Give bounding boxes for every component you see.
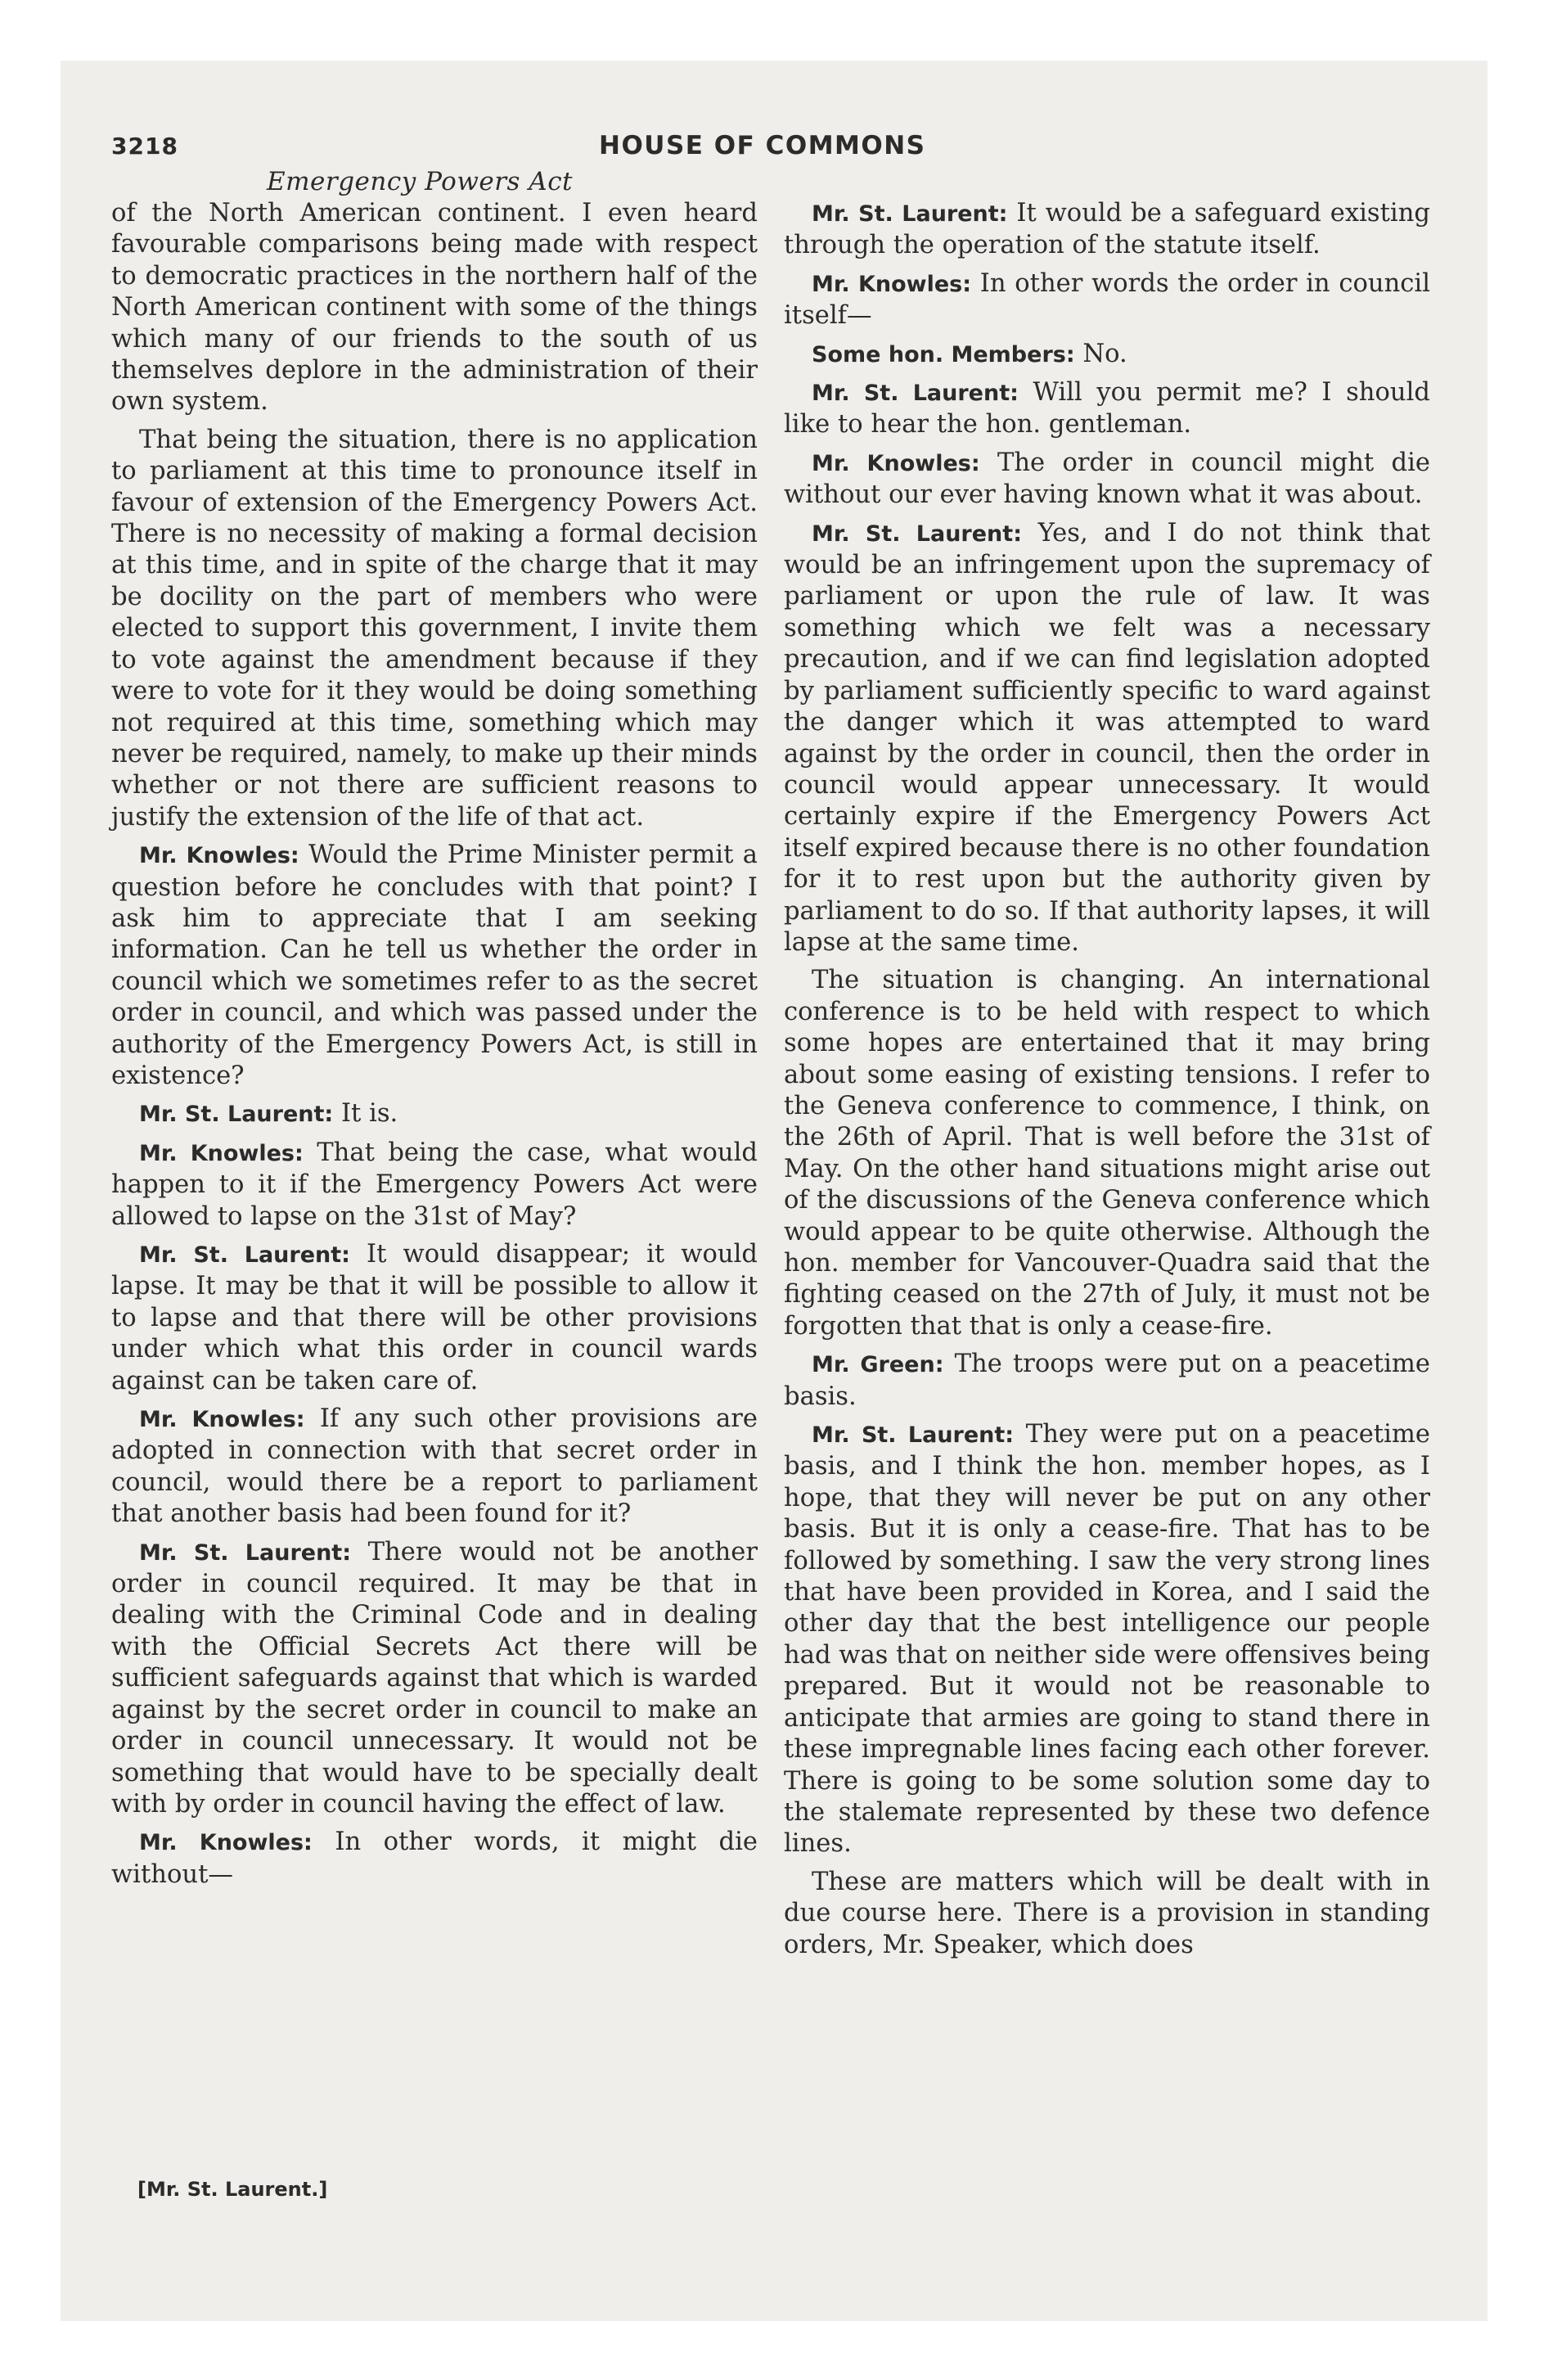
speech-paragraph xyxy=(784,1349,1430,1413)
speech-paragraph xyxy=(111,1537,758,1821)
speaker-name: Mr. St. Laurent: xyxy=(139,1102,334,1128)
paragraph-text: Will you permit me? I should like to hear the hon. gentleman. xyxy=(784,378,1430,439)
speaker-name: Mr. St. Laurent: xyxy=(139,1539,352,1566)
speech-paragraph xyxy=(111,840,758,1092)
speaker-name: Mr. Knowles: xyxy=(139,1407,305,1433)
speaker-name: Mr. St. Laurent: xyxy=(812,521,1022,547)
paragraph xyxy=(784,1867,1430,1961)
speech-paragraph xyxy=(111,1827,758,1891)
speaker-name: Mr. Knowles: xyxy=(812,271,972,297)
speech-paragraph xyxy=(784,339,1430,371)
paragraph-text: The order in council might die without our ever having known what it was about. xyxy=(784,448,1430,510)
paragraph-text: If any such other provisions are adopted in connection with that secret order in council, would there be a report to parliament that another basis had been found for it? xyxy=(111,1404,758,1529)
paragraph-text: Yes, and I do not think that would be an infringement upon the supremacy of parliament or upon the rule of law. It was something which we felt was a necessary precaution, and if we can find legislation adopted by parliament sufficiently specific to ward against the danger which it was attempted to ward against by the order in council, then the order in council would appear unnecessary. It would certainly expire if the Emergency Powers Act itself expired because there is no other foundation for it to rest upon but the authority given by parliament to do so. If that authority lapses, it will lapse at the same time. xyxy=(784,518,1430,957)
paragraph xyxy=(111,425,758,833)
paragraph-text: In other words the order in council itself— xyxy=(784,268,1430,331)
speaker-name: Mr. St. Laurent: xyxy=(812,1422,1015,1449)
speech-paragraph xyxy=(784,518,1430,959)
footer-speaker-note xyxy=(137,2177,327,2201)
paragraph-text: It would disappear; it would lapse. It may be that it will be possible to allow it to lapse and that there will be other provisions under which what this order in council wards against can be taken care of. xyxy=(111,1240,758,1395)
paragraph xyxy=(111,198,758,418)
paragraph-text: Would the Prime Minister permit a question before he concludes with that point? I ask him to appreciate that I am seeking information. Can he tell us whether the order in council which we sometimes refer to as the secret order in council, and which was passed under the authority of the Emergency Powers Act, is still in existence? xyxy=(111,841,758,1090)
paragraph-text: It is. xyxy=(340,1099,398,1129)
speech-paragraph xyxy=(111,1098,758,1130)
paragraph-text: There would not be another order in council required. It may be that in dealing with the Criminal Code and in dealing with the Official Secrets Act there will be sufficient safeguards against that which is warded against by the secret order in council to make an order in council unnecessary. It would not be something that would have to be specially dealt with by order in council having the effect of law. xyxy=(111,1537,758,1819)
paragraph-text: That being the situation, there is no application to parliament at this time to pronounce itself in favour of extension of the Emergency Powers Act. There is no necessity of making a formal decision at this time, and in spite of the charge that it may be docility on the part of members who were elected to support this government, I invite them to vote against the amendment because if they were to vote for it they would be doing something not required at this time, something which may never be required, namely, to make up their minds whether or not there are sufficient reasons to justify the extension of the life of that act. xyxy=(111,425,758,832)
left-column xyxy=(111,198,758,1897)
speech-paragraph xyxy=(111,1404,758,1530)
speech-paragraph xyxy=(111,1239,758,1397)
paragraph-text: It would be a safeguard existing through the operation of the statute itself. xyxy=(784,199,1430,260)
paragraph-text: of the North American continent. I even heard favourable comparisons being made with respect to democratic practices in the northern half of the North American continent with some of the things which many of our friends to the south of us themselves deplore in the administration of their own system. xyxy=(111,199,758,417)
speaker-name: Mr. St. Laurent: xyxy=(139,1242,350,1268)
speaker-name: Mr. St. Laurent: xyxy=(812,381,1019,407)
speaker-name: Mr. Knowles: xyxy=(139,1140,304,1166)
speech-paragraph xyxy=(784,448,1430,512)
hansard-page xyxy=(111,123,1437,2201)
paragraph-text: In other words, it might die without— xyxy=(111,1828,758,1889)
page-number: 3218 xyxy=(111,133,178,160)
paragraph-text: These are matters which will be dealt with in due course here. There is a provision in standing orders, Mr. Speaker, which does xyxy=(784,1867,1430,1959)
paragraph-text: The situation is changing. An international conference is to be held with respect to which some hopes are entertained that it may bring about some easing of existing tensions. I refer to the Geneva conference to commence, I think, on the 26th of April. That is well before the 31st of May. On the other hand situations might arise out of the discussions of the Geneva conference which would appear to be quite otherwise. Although the hon. member for Vancouver-Quadra said that the fighting ceased on the 27th of July, it must not be forgotten that that is only a cease-fire. xyxy=(784,966,1430,1341)
speaker-name: Mr. St. Laurent: xyxy=(812,201,1008,227)
speaker-name: Mr. Knowles: xyxy=(139,1830,313,1856)
paragraph-text: They were put on a peacetime basis, and I think the hon. member hopes, as I hope, that they will never be put on any other basis. But it is only a cease-fire. That has to be followed by something. I saw the very strong lines that have been provided in Korea, and I said the other day that the best intelligence our people had was that on neither side were offensives being prepared. But it would not be reasonable to anticipate that armies are going to stand there in these impregnable lines facing each other forever. There is going to be some solution some day to the stalemate represented by these two defence lines. xyxy=(784,1420,1431,1859)
speaker-name: Mr. Knowles: xyxy=(139,843,299,869)
right-column xyxy=(784,198,1430,1968)
subject-heading: Emergency Powers Act xyxy=(267,167,574,196)
footer-note-text: [Mr. St. Laurent.] xyxy=(137,2178,328,2201)
paragraph-text: The troops were put on a peacetime basis. xyxy=(784,1350,1430,1411)
speaker-name: Some hon. Members: xyxy=(812,341,1075,367)
speaker-name: Mr. Knowles: xyxy=(812,450,980,476)
paragraph xyxy=(784,965,1430,1342)
page-header xyxy=(111,123,1437,196)
speech-paragraph xyxy=(784,1419,1430,1860)
speech-paragraph xyxy=(784,198,1430,262)
paragraph-text: That being the case, what would happen to it if the Emergency Powers Act were allowed to lapse on the 31st of May? xyxy=(111,1138,758,1231)
speech-paragraph xyxy=(784,268,1430,332)
speaker-name: Mr. Green: xyxy=(812,1352,944,1378)
running-head: HOUSE OF COMMONS xyxy=(599,131,926,160)
speech-paragraph xyxy=(111,1138,758,1233)
paragraph-text: No. xyxy=(1082,339,1127,368)
speech-paragraph xyxy=(784,377,1430,441)
